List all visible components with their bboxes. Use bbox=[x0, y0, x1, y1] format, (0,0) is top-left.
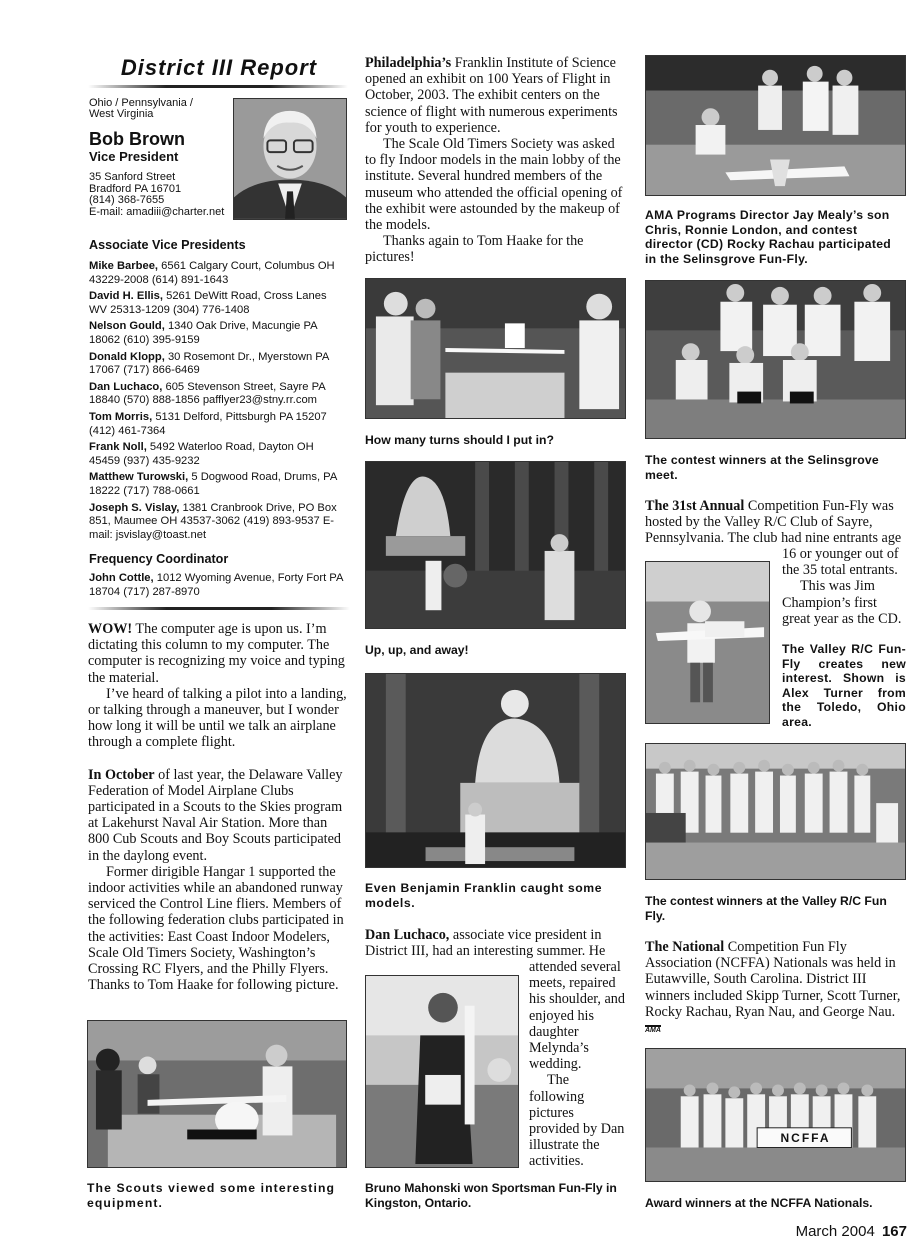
title-rule bbox=[88, 85, 348, 88]
paragraph: The following pictures provided by Dan illustrate the activities. bbox=[529, 1072, 625, 1170]
frequency-item: John Cottle, 1012 Wyoming Avenue, Forty Fort PA 18704 (717) 287-8970 bbox=[89, 572, 343, 598]
paragraph: attended several meets, repaired his shoulder, and enjoyed his daughter Melynda’s wedding. bbox=[529, 959, 625, 1073]
portrait-image bbox=[234, 99, 346, 219]
page-title: District III Report bbox=[120, 55, 318, 80]
caption-upup: Up, up, and away! bbox=[365, 643, 469, 657]
column-3-text bbox=[645, 498, 907, 547]
column-2-text-lower bbox=[365, 927, 627, 959]
frequency-heading: Frequency Coordinator bbox=[89, 552, 229, 567]
paragraph: This was Jim Champion’s first great year as the CD. bbox=[782, 578, 902, 627]
associate-item: Tom Morris, 5131 Delford, Pittsburgh PA 15207 (412) 461-7364 bbox=[89, 410, 327, 437]
email: E-mail: amadiii@charter.net bbox=[89, 205, 225, 218]
paragraph: The 31st Annual Competition Fun-Fly was hosted by the Valley R/C Club of Sayre, Pennsylvania. The club had nine entrants age bbox=[645, 498, 902, 547]
ama-image bbox=[646, 56, 905, 195]
paragraph: Former dirigible Hangar 1 supported the indoor activities while an abandoned runway serviced the Control Line fliers. Members of the following federation clubs participated in the activities: East Coast Indoor Modelers, Scale Old Timers Society, Washington’s Crossing RC Flyers, and the Philly Flyers. Thanks to Tom Haake for following picture. bbox=[88, 863, 344, 994]
caption-alex: The Valley R/C Fun-Fly creates new interest. Shown is Alex Turner from the Toledo, Ohio area. bbox=[782, 642, 906, 729]
phone: (814) 368-7655 bbox=[89, 194, 165, 206]
paragraph: In October of last year, the Delaware Valley Federation of Model Airplane Clubs participated in a Scouts to the Skies program at Lakehurst Naval Air Station. More than 800 Cub Scouts and Boy Scouts participated in the daylong event. bbox=[88, 766, 343, 864]
alex-image bbox=[646, 562, 769, 723]
footer-month: March 2004 bbox=[795, 1223, 875, 1240]
upup-photo bbox=[365, 461, 626, 629]
caption-scouts: The Scouts viewed some interesting equipment. bbox=[87, 1181, 336, 1210]
associate-item: Matthew Turowski, 5 Dogwood Road, Drums, PA 18222 (717) 788-0661 bbox=[89, 471, 337, 497]
paragraph: Thanks again to Tom Haake for the pictures! bbox=[365, 233, 584, 266]
caption-franklin: Even Benjamin Franklin caught some models. bbox=[365, 881, 603, 910]
caption-ncffa: Award winners at the NCFFA Nationals. bbox=[645, 1196, 873, 1210]
associate-item: David H. Ellis, 5261 DeWitt Road, Cross Lanes WV 25313-1209 (304) 776-1408 bbox=[89, 290, 327, 316]
ncffa-image bbox=[646, 1049, 905, 1181]
ncffa-banner-text: NCFFA bbox=[780, 1131, 831, 1145]
franklin-photo bbox=[365, 673, 626, 868]
associate-item: Donald Klopp, 30 Rosemont Dr., Myerstown PA 17067 (717) 866-6469 bbox=[89, 350, 329, 377]
paragraph: 16 or younger out of the 35 total entrants. bbox=[782, 546, 899, 579]
alex-photo bbox=[645, 561, 770, 724]
column-2-text bbox=[365, 55, 625, 266]
turns-image bbox=[366, 279, 625, 418]
vp-name: Bob Brown bbox=[89, 129, 185, 149]
associate-item: Nelson Gould, 1340 Oak Drive, Macungie PA 18062 (610) 395-9159 bbox=[89, 320, 317, 346]
caption-bruno: Bruno Mahonski won Sportsman Fun-Fly in Kingston, Ontario. bbox=[365, 1181, 617, 1210]
valley-image bbox=[646, 744, 905, 879]
column-3-text-wrap bbox=[782, 546, 907, 627]
bruno-photo bbox=[365, 975, 519, 1168]
paragraph: WOW! The computer age is upon us. I’m dictating this column to my computer. The computer is recognizing my voice and typing the material. bbox=[88, 621, 345, 686]
associate-item: Dan Luchaco, 605 Stevenson Street, Sayre PA 18840 (570) 888-1856 pafflyer23@stny.rr.com bbox=[89, 380, 326, 407]
section-rule bbox=[88, 607, 350, 610]
turns-photo bbox=[365, 278, 626, 419]
end-mark: AMA bbox=[645, 1027, 661, 1035]
associate-vps bbox=[89, 238, 347, 602]
associates-heading: Associate Vice Presidents bbox=[89, 238, 246, 252]
page-number: 167 bbox=[881, 1223, 907, 1240]
paragraph: The National Competition Fun Fly Association (NCFFA) Nationals was held in Eutawville, South Carolina. District III winners included Skipp Turner, Scott Turner, Rocky Rachau, Ryan Nau, and George Nau. AMA bbox=[645, 939, 901, 1035]
scouts-image bbox=[88, 1021, 346, 1167]
associate-item: Joseph S. Vislay, 1381 Cranbrook Drive, PO Box 851, Maumee OH 43537-3062 (419) 893-9537 E-mail: jsvislay@toast.net bbox=[89, 501, 337, 541]
bruno-image bbox=[366, 976, 518, 1167]
vp-address bbox=[89, 172, 224, 218]
paragraph: Dan Luchaco, associate vice president in District III, had an interesting summer. He bbox=[365, 927, 606, 960]
selins-image bbox=[646, 281, 905, 438]
region-label: Ohio / Pennsylvania / West Virginia bbox=[89, 97, 193, 120]
ncffa-photo bbox=[645, 1048, 906, 1182]
address-line-1: 35 Sanford Street bbox=[89, 171, 176, 183]
column-2-text-wrap bbox=[529, 959, 627, 1170]
ama-photo bbox=[645, 55, 906, 196]
associate-item: Mike Barbee, 6561 Calgary Court, Columbus OH 43229-2008 (614) 891-1643 bbox=[89, 260, 335, 286]
vp-title: Vice President bbox=[89, 149, 179, 164]
associate-item: Frank Noll, 5492 Waterloo Road, Dayton OH 45459 (937) 435-9232 bbox=[89, 441, 314, 467]
upup-image bbox=[366, 462, 625, 628]
page-footer bbox=[760, 1223, 907, 1240]
franklin-image bbox=[366, 674, 625, 867]
paragraph: Philadelphia’s Franklin Institute of Science opened an exhibit on 100 Years of Flight in October, 2003. The exhibit centers on the science of flight with numerous experiments for youth to experience. bbox=[365, 55, 618, 136]
paragraph: The Scale Old Timers Society was asked to fly Indoor models in the main lobby of the institute. Several hundred members of the museum who attended the official opening of the exhibit were astounded by the makeup of the models. bbox=[365, 136, 623, 234]
paragraph: I’ve heard of talking a pilot into a landing, or talking through a maneuver, but I wonder how long it will be until we talk an airplane through a complete flight. bbox=[88, 685, 347, 751]
scouts-photo bbox=[87, 1020, 347, 1168]
portrait-photo bbox=[233, 98, 347, 220]
valley-photo bbox=[645, 743, 906, 880]
column-3-text-lower bbox=[645, 939, 907, 1039]
caption-turns: How many turns should I put in? bbox=[365, 433, 554, 447]
selins-photo bbox=[645, 280, 906, 439]
caption-selins: The contest winners at the Selinsgrove meet. bbox=[645, 453, 879, 482]
column-1-text bbox=[88, 621, 348, 993]
caption-ama: AMA Programs Director Jay Mealy’s son Chris, Ronnie London, and contest director (CD) Rocky Rachau participated in the Selinsgrove Fun-Fly. bbox=[645, 208, 892, 266]
address-line-2: Bradford PA 16701 bbox=[89, 182, 182, 195]
caption-valley: The contest winners at the Valley R/C Fun Fly. bbox=[645, 894, 887, 923]
